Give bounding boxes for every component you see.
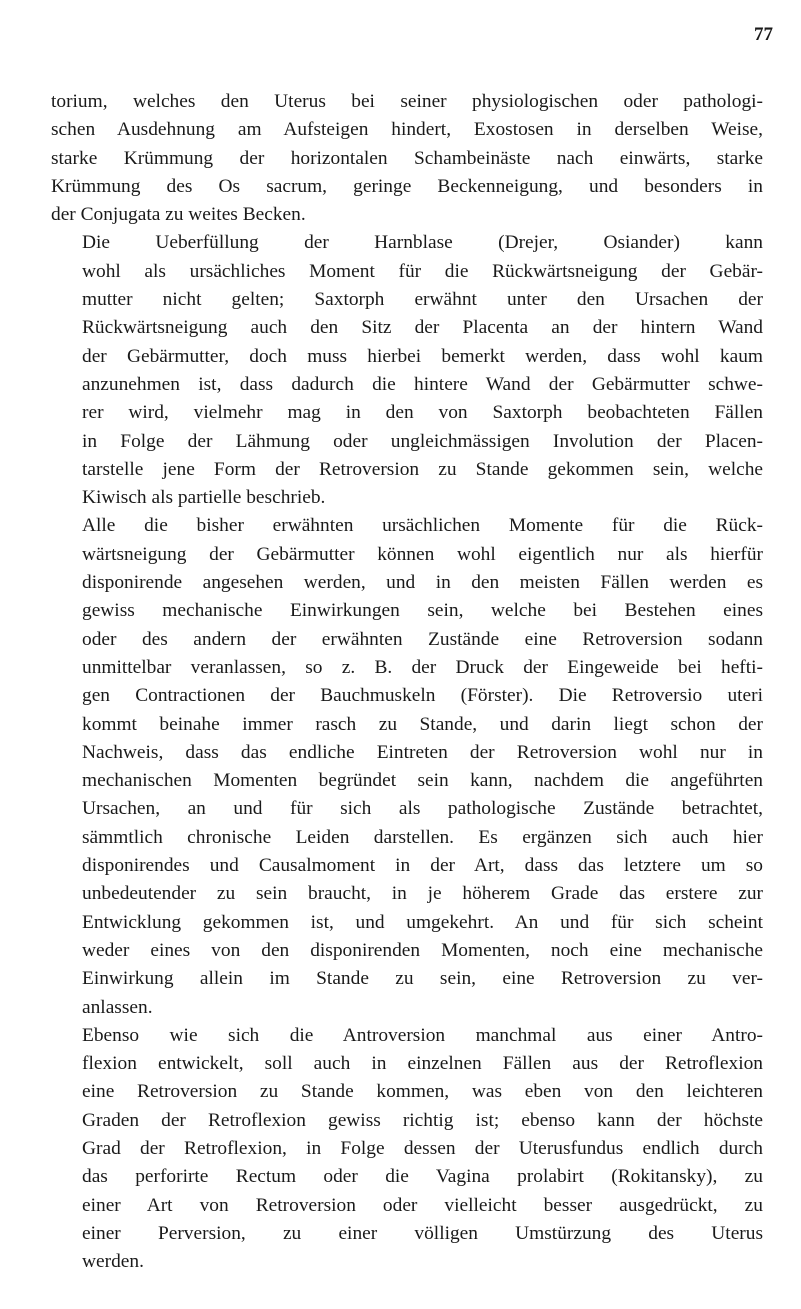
text-line: tarstelle jene Form der Retroversion zu Stande gekommen sein, welche (82, 458, 763, 480)
page-number: 77 (754, 24, 773, 45)
text-line: der Conjugata zu weites Becken. (51, 204, 306, 226)
text-line: weder eines von den disponirenden Momenten, noch eine mechanische (82, 939, 763, 961)
text-line: werden. (82, 1251, 144, 1273)
text-line: einer Perversion, zu einer völligen Umstürzung des Uterus (82, 1222, 763, 1244)
text-line: Entwicklung gekommen ist, und umgekehrt. An und für sich scheint (82, 911, 763, 933)
text-line: Ebenso wie sich die Antroversion manchmal aus einer Antro- (82, 1024, 763, 1046)
text-line: Kiwisch als partielle beschrieb. (82, 487, 326, 509)
text-line: flexion entwickelt, soll auch in einzelnen Fällen aus der Retroflexion (82, 1053, 763, 1075)
text-line: schen Ausdehnung am Aufsteigen hindert, Exostosen in derselben Weise, (51, 119, 763, 141)
text-line: wärtsneigung der Gebärmutter können wohl eigentlich nur als hierfür (82, 543, 763, 565)
text-line: wohl als ursächliches Moment für die Rückwärtsneigung der Gebär- (82, 260, 763, 282)
text-line: in Folge der Lähmung oder ungleichmässigen Involution der Placen- (82, 430, 763, 452)
text-line: eine Retroversion zu Stande kommen, was eben von den leichteren (82, 1081, 763, 1103)
text-line: Ursachen, an und für sich als pathologische Zustände betrachtet, (82, 798, 763, 820)
text-line: Die Ueberfüllung der Harnblase (Drejer, Osiander) kann (82, 232, 763, 254)
text-line: unmittelbar veranlassen, so z. B. der Druck der Eingeweide bei hefti- (82, 656, 763, 678)
text-line: Graden der Retroflexion gewiss richtig ist; ebenso kann der höchste (82, 1109, 763, 1131)
text-line: mutter nicht gelten; Saxtorph erwähnt unter den Ursachen der (82, 289, 763, 311)
text-line: disponirendes und Causalmoment in der Art, dass das letztere um so (82, 855, 763, 877)
text-line: Einwirkung allein im Stande zu sein, eine Retroversion zu ver- (82, 968, 763, 990)
text-line: einer Art von Retroversion oder vielleicht besser ausgedrückt, zu (82, 1194, 763, 1216)
text-line: Nachweis, dass das endliche Eintreten der Retroversion wohl nur in (82, 741, 763, 763)
text-line: Alle die bisher erwähnten ursächlichen Momente für die Rück- (82, 515, 763, 537)
text-line: Krümmung des Os sacrum, geringe Beckenneigung, und besonders in (51, 175, 763, 197)
text-line: gen Contractionen der Bauchmuskeln (Förster). Die Retroversio uteri (82, 685, 763, 707)
text-line: unbedeutender zu sein braucht, in je höherem Grade das erstere zur (82, 883, 763, 905)
text-line: starke Krümmung der horizontalen Schambeinäste nach einwärts, starke (51, 147, 763, 169)
text-line: sämmtlich chronische Leiden darstellen. Es ergänzen sich auch hier (82, 826, 763, 848)
text-line: oder des andern der erwähnten Zustände eine Retroversion sodann (82, 628, 763, 650)
paragraph-3 (51, 512, 763, 1021)
text-line: anlassen. (82, 996, 153, 1018)
paragraph-4 (51, 1022, 763, 1277)
text-line: disponirende angesehen werden, und in den meisten Fällen werden es (82, 572, 763, 594)
text-line: das perforirte Rectum oder die Vagina prolabirt (Rokitansky), zu (82, 1166, 763, 1188)
text-line: torium, welches den Uterus bei seiner physiologischen oder pathologi- (51, 91, 763, 112)
paragraph-1 (51, 88, 763, 229)
text-line: gewiss mechanische Einwirkungen sein, welche bei Bestehen eines (82, 600, 763, 622)
text-line: mechanischen Momenten begründet sein kann, nachdem die angeführten (82, 770, 763, 792)
body-text (51, 88, 763, 1276)
paragraph-2 (51, 229, 763, 512)
text-line: der Gebärmutter, doch muss hierbei bemerkt werden, dass wohl kaum (82, 345, 763, 367)
text-line: rer wird, vielmehr mag in den von Saxtorph beobachteten Fällen (82, 402, 763, 424)
text-line: anzunehmen ist, dass dadurch die hintere Wand der Gebärmutter schwe- (82, 373, 763, 395)
text-line: Rückwärtsneigung auch den Sitz der Placenta an der hintern Wand (82, 317, 763, 339)
text-line: kommt beinahe immer rasch zu Stande, und darin liegt schon der (82, 713, 763, 735)
text-line: Grad der Retroflexion, in Folge dessen der Uterusfundus endlich durch (82, 1137, 763, 1159)
